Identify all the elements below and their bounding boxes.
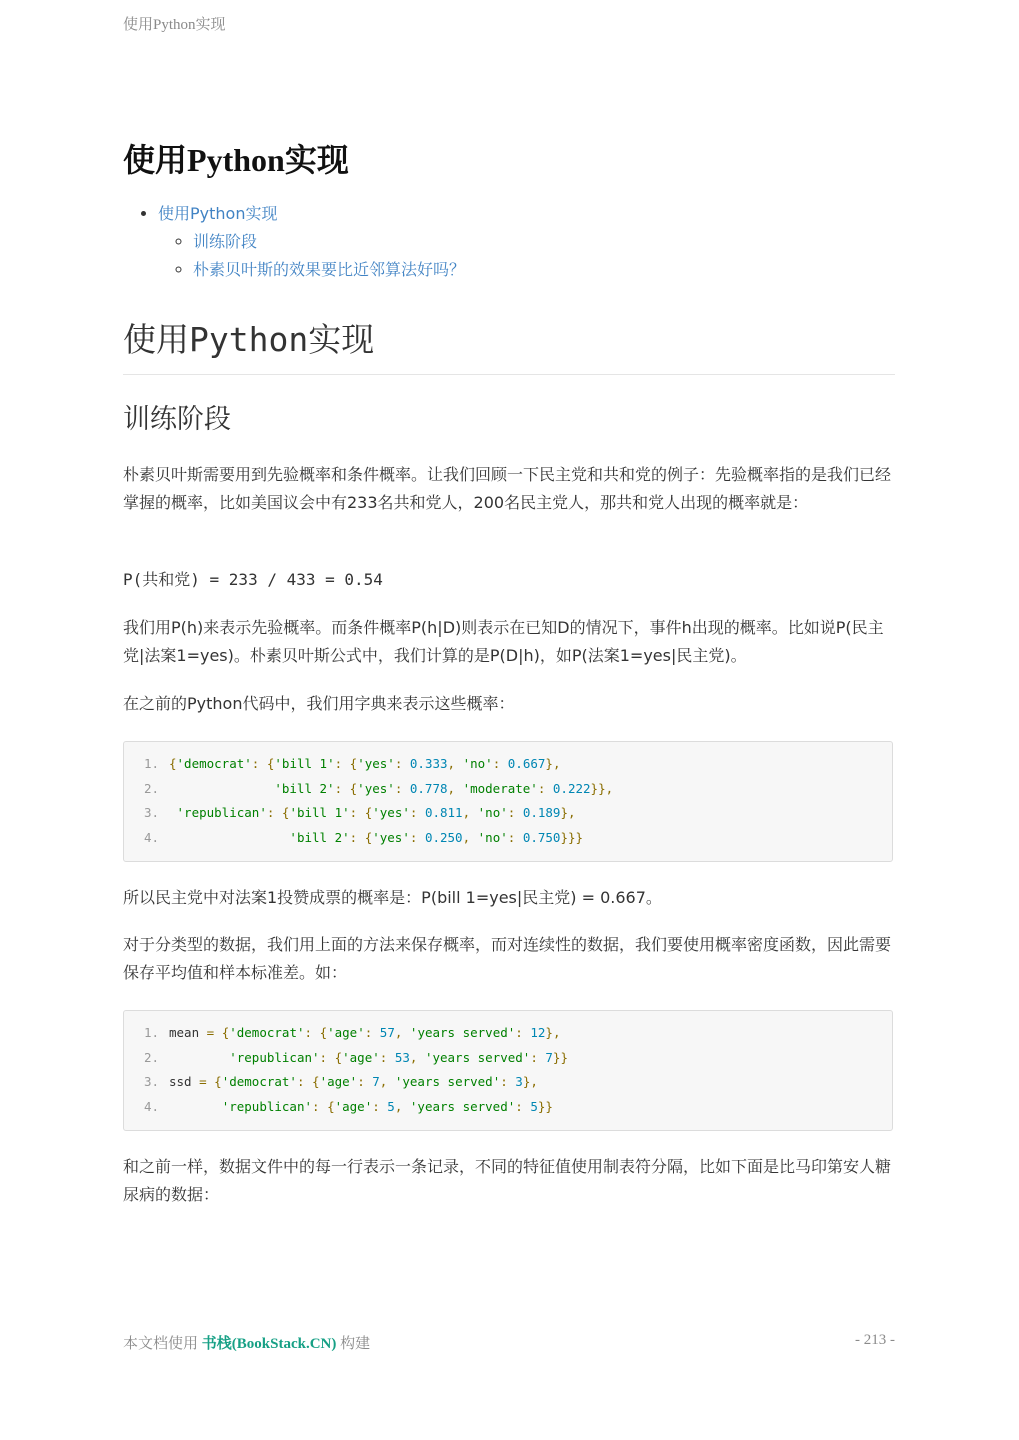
code-line — [124, 1046, 892, 1071]
page-number: - 213 - — [855, 1332, 895, 1348]
footer-suffix: 构建 — [340, 1336, 371, 1352]
section-heading-latin: Python — [189, 320, 309, 359]
line-number: 1. — [144, 756, 160, 771]
code-block-probabilities — [123, 741, 893, 862]
line-number: 1. — [144, 1025, 160, 1040]
document-title — [123, 138, 349, 182]
code-line — [124, 801, 892, 826]
paragraph-dict-intro: 在之前的Python代码中，我们用字典来表示这些概率： — [123, 694, 515, 713]
line-number: 4. — [144, 830, 160, 846]
paragraph-conditional-probability: 我们用P(h)来表示先验概率。而条件概率P(h|D)则表示在已知D的情况下，事件h出现的概率。比如说P(民主党|法案1=yes)。朴素贝叶斯公式中，我们计算的是P(D|h)，如P(法案1=yes|民主党)。 — [123, 618, 884, 665]
line-number: 2. — [144, 1049, 160, 1065]
code-text: 'republican': {'age': 5, 'years served': 5}} — [221, 1099, 553, 1115]
section-heading — [123, 316, 895, 375]
subsection-heading: 训练阶段 — [123, 404, 231, 435]
toc-subitem — [193, 256, 465, 284]
paragraph-data-file: 和之前一样，数据文件中的每一行表示一条记录，不同的特征值使用制表符分隔，比如下面是比马印第安人糖尿病的数据： — [123, 1157, 892, 1204]
code-line — [124, 752, 892, 777]
document-title-suffix: 实现 — [284, 142, 349, 178]
paragraph-prior-probability: 朴素贝叶斯需要用到先验概率和条件概率。让我们回顾一下民主党和共和党的例子：先验概率指的是我们已经掌握的概率，比如美国议会中有233名共和党人，200名民主党人，那共和党人出现的概率就是： — [123, 465, 892, 512]
toc-link-training[interactable]: 训练阶段 — [193, 232, 258, 251]
code-text: 'bill 2': {'yes': 0.250, 'no': 0.750}}} — [289, 830, 584, 846]
line-number: 3. — [144, 1074, 160, 1090]
code-text: mean = {'democrat': {'age': 57, 'years served': 12}, — [169, 1025, 561, 1040]
code-line — [124, 826, 892, 851]
code-line — [124, 1070, 892, 1095]
code-block-mean-ssd — [123, 1010, 893, 1131]
code-text: 'bill 2': {'yes': 0.778, 'moderate': 0.222}}, — [274, 780, 614, 796]
toc-item — [158, 200, 465, 284]
footer-prefix: 本文档使用 — [123, 1336, 199, 1352]
table-of-contents — [123, 200, 465, 284]
toc-link-comparison[interactable]: 朴素贝叶斯的效果要比近邻算法好吗？ — [193, 260, 466, 279]
section-heading-prefix: 使用 — [123, 320, 189, 359]
toc-subitem — [193, 228, 465, 256]
formula-prior: P(共和党) = 233 / 433 = 0.54 — [123, 570, 383, 589]
code-line — [124, 1095, 892, 1120]
line-number: 4. — [144, 1099, 160, 1115]
footer-brand-link[interactable]: 书栈(BookStack.CN) — [201, 1336, 337, 1352]
page-footer — [123, 1332, 895, 1353]
code-text: 'republican': {'age': 53, 'years served': 7}} — [229, 1049, 568, 1065]
section-heading-suffix: 实现 — [308, 320, 375, 359]
line-number: 3. — [144, 805, 160, 821]
code-line — [124, 777, 892, 802]
line-number: 2. — [144, 780, 160, 796]
paragraph-continuous-data: 对于分类型的数据，我们用上面的方法来保存概率，而对连续性的数据，我们要使用概率密度函数，因此需要保存平均值和样本标准差。如： — [123, 935, 892, 982]
code-text: ssd = {'democrat': {'age': 7, 'years served': 3}, — [169, 1074, 538, 1090]
toc-link-main[interactable]: 使用Python实现 — [158, 204, 278, 223]
document-title-prefix: 使用 — [123, 142, 188, 178]
code-text: 'republican': {'bill 1': {'yes': 0.811, 'no': 0.189}, — [176, 805, 576, 821]
code-text: {'democrat': {'bill 1': {'yes': 0.333, 'no': 0.667}, — [169, 756, 561, 771]
document-title-latin: Python — [187, 142, 285, 178]
running-header: 使用Python实现 — [123, 17, 226, 33]
paragraph-probability-result: 所以民主党中对法案1投赞成票的概率是：P(bill 1=yes|民主党) = 0.667。 — [123, 888, 662, 907]
code-line — [124, 1021, 892, 1046]
toc-sublist — [158, 228, 465, 284]
